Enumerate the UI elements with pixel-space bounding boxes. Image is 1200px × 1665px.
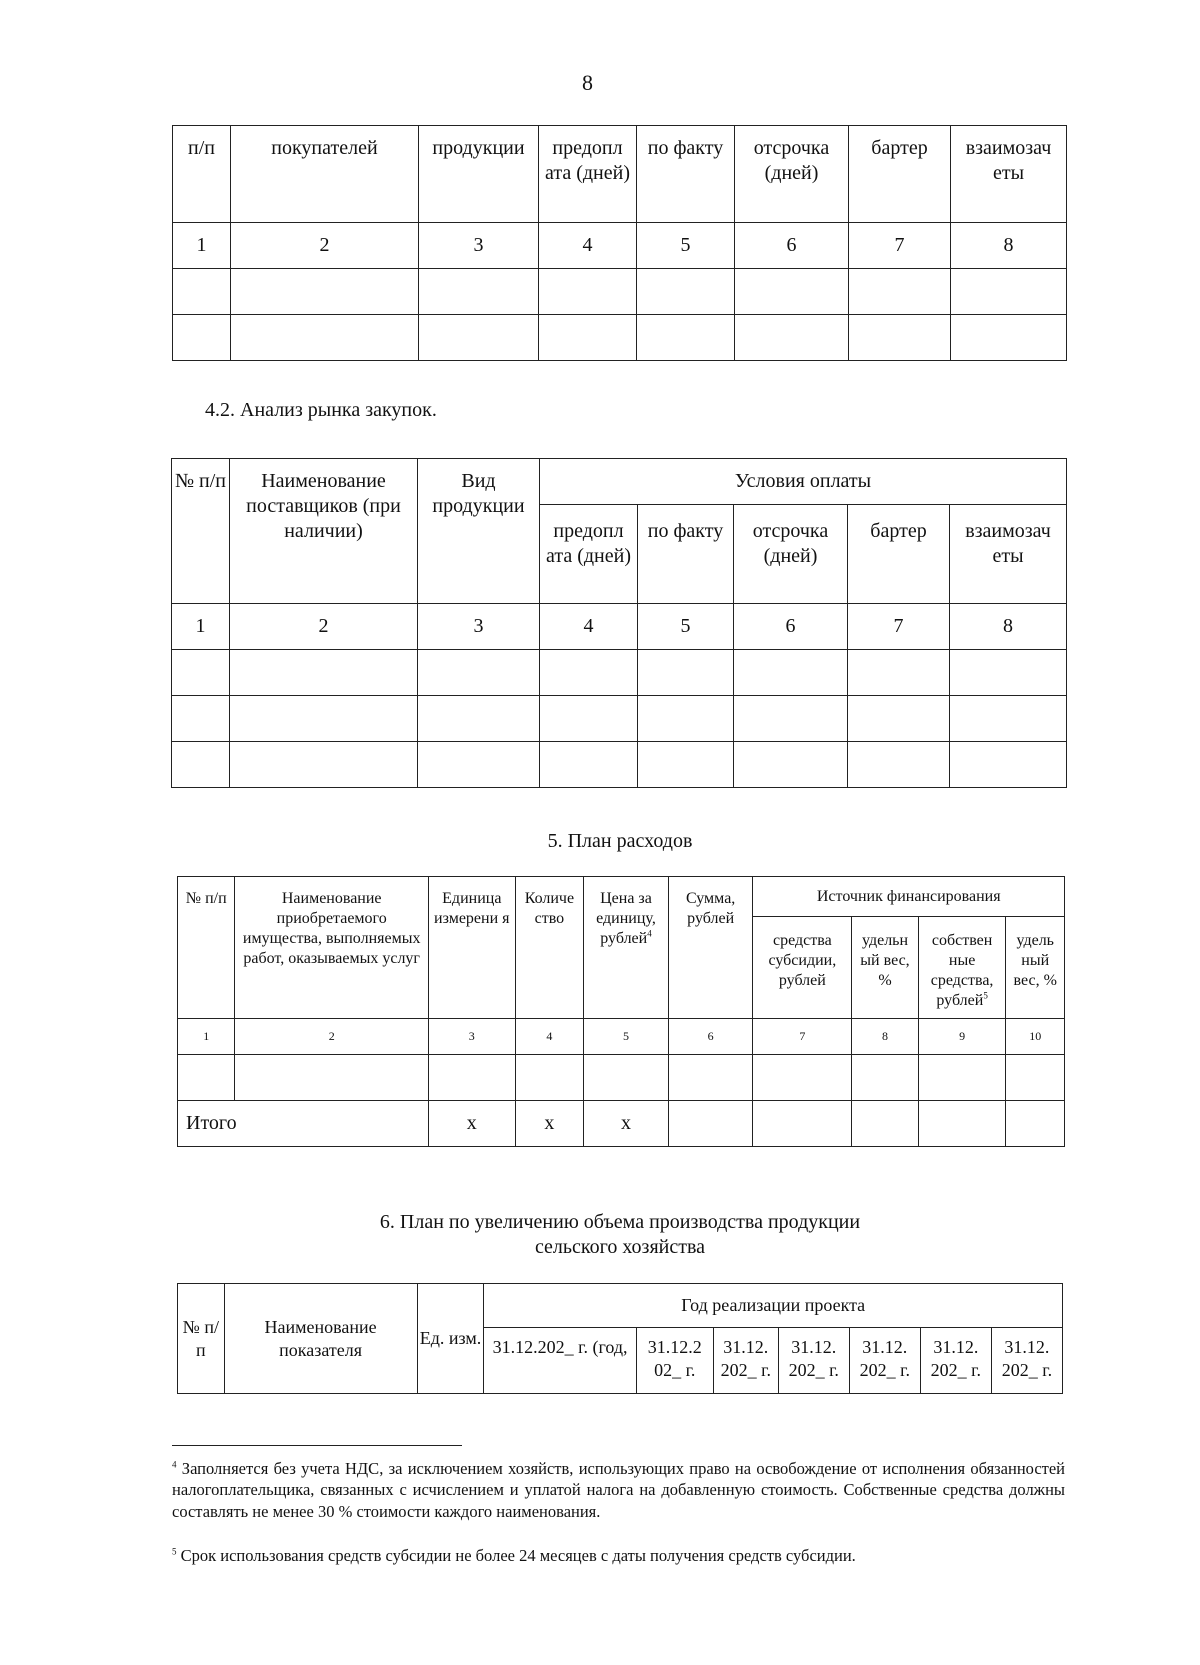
table-row	[178, 1055, 1065, 1101]
x-mark: х	[584, 1101, 669, 1147]
number-cell: 4	[540, 604, 638, 650]
funding-source-header: Источник финансирования	[753, 877, 1065, 917]
header-cell: средства субсидии, рублей	[753, 917, 852, 1019]
header-cell	[918, 917, 1006, 1019]
number-cell: 5	[638, 604, 734, 650]
x-mark: х	[515, 1101, 584, 1147]
total-label: Итого	[178, 1101, 429, 1147]
header-cell: удель ный вес, %	[1006, 917, 1065, 1019]
header-cell: № п/п	[178, 1284, 225, 1394]
number-cell: 2	[231, 223, 419, 269]
header-cell: Наименование показателя	[224, 1284, 417, 1394]
table-row	[173, 315, 1067, 361]
year-cell: 31.12. 202_ г.	[713, 1328, 778, 1394]
year-header: Год реализации проекта	[484, 1284, 1063, 1328]
header-cell: отсрочка (дней)	[734, 505, 848, 604]
number-cell: 6	[734, 604, 848, 650]
production-plan-table	[177, 1283, 1063, 1394]
year-cell: 31.12. 202_ г.	[849, 1328, 920, 1394]
header-cell: № п/п	[172, 459, 230, 604]
number-cell: 7	[848, 604, 950, 650]
number-cell: 6	[735, 223, 849, 269]
number-cell: 10	[1006, 1019, 1065, 1055]
table-row	[172, 742, 1067, 788]
total-row	[178, 1101, 1065, 1147]
footnote-5	[172, 1545, 1065, 1566]
header-cell: взаимозач еты	[951, 126, 1067, 223]
number-cell: 3	[418, 604, 540, 650]
header-cell: п/п	[173, 126, 231, 223]
year-cell: 31.12. 202_ г.	[920, 1328, 991, 1394]
x-mark: х	[428, 1101, 515, 1147]
header-cell: бартер	[849, 126, 951, 223]
table-row	[173, 269, 1067, 315]
footnote-text: Срок использования средств субсидии не более 24 месяцев с даты получения средств субсидии.	[180, 1546, 856, 1565]
header-text: Цена за единицу, рублей	[596, 890, 656, 947]
number-cell: 8	[951, 223, 1067, 269]
section-heading-6-line2: сельского хозяйства	[534, 1236, 706, 1258]
header-cell: предопл ата (дней)	[540, 505, 638, 604]
number-cell: 1	[172, 604, 230, 650]
number-cell: 4	[539, 223, 637, 269]
header-cell: Ед. изм.	[417, 1284, 484, 1394]
header-cell: № п/п	[178, 877, 235, 1019]
number-cell: 4	[515, 1019, 584, 1055]
number-cell: 9	[918, 1019, 1006, 1055]
header-cell: Количе ство	[515, 877, 584, 1019]
header-cell: Наименование приобретаемого имущества, выполняемых работ, оказываемых услуг	[235, 877, 429, 1019]
year-cell: 31.12. 202_ г.	[991, 1328, 1062, 1394]
number-cell: 7	[849, 223, 951, 269]
footnote-number: 5	[172, 1546, 177, 1557]
suppliers-table	[171, 458, 1067, 788]
expense-plan-table	[177, 876, 1065, 1147]
header-cell: удельн ый вес, %	[852, 917, 919, 1019]
header-cell: взаимозач еты	[950, 505, 1067, 604]
header-cell: Наименование поставщиков (при наличии)	[230, 459, 418, 604]
year-cell: 31.12.2 02_ г.	[636, 1328, 713, 1394]
header-cell: по факту	[637, 126, 735, 223]
footnote-number: 4	[172, 1459, 177, 1470]
number-cell: 5	[584, 1019, 669, 1055]
number-cell: 3	[419, 223, 539, 269]
year-cell: 31.12.202_ г. (год,	[484, 1328, 636, 1394]
footnote-4	[172, 1458, 1065, 1522]
section-heading-6	[0, 1210, 1200, 1260]
footnote-text: Заполняется без учета НДС, за исключением хозяйств, использующих право на освобождение от исполнения обязанностей налогоплательщика, связанных с исчислением и уплатой налога на добавленную стоимость. Собственные средства должны составлять не менее 30 % стоимости каждого наименования.	[172, 1459, 1066, 1521]
page-number: 8	[582, 70, 593, 95]
number-cell: 7	[753, 1019, 852, 1055]
section-heading-4-2: 4.2. Анализ рынка закупок.	[205, 399, 437, 421]
number-cell: 2	[235, 1019, 429, 1055]
footnote-ref: 5	[983, 990, 988, 1001]
number-cell: 6	[668, 1019, 753, 1055]
section-heading-5: 5. План расходов	[547, 830, 693, 852]
number-cell: 3	[428, 1019, 515, 1055]
number-cell: 1	[173, 223, 231, 269]
number-cell: 1	[178, 1019, 235, 1055]
section-heading-6-line1: 6. План по увеличению объема производства продукции	[379, 1211, 861, 1233]
table-row	[172, 650, 1067, 696]
number-cell: 8	[852, 1019, 919, 1055]
header-cell: отсрочка (дней)	[735, 126, 849, 223]
buyers-table	[172, 125, 1067, 361]
number-cell: 8	[950, 604, 1067, 650]
footnote-ref: 4	[647, 928, 652, 939]
number-cell: 2	[230, 604, 418, 650]
header-cell: бартер	[848, 505, 950, 604]
footnote-separator	[172, 1445, 462, 1446]
header-cell	[584, 877, 669, 1019]
header-cell: Единица измерени я	[428, 877, 515, 1019]
payment-terms-header: Условия оплаты	[540, 459, 1067, 505]
header-cell: Вид продукции	[418, 459, 540, 604]
number-cell: 5	[637, 223, 735, 269]
header-cell: Сумма, рублей	[668, 877, 753, 1019]
header-text: собствен ные средства, рублей	[930, 932, 994, 1009]
header-cell: по факту	[638, 505, 734, 604]
header-cell: продукции	[419, 126, 539, 223]
header-cell: предопл ата (дней)	[539, 126, 637, 223]
header-cell: покупателей	[231, 126, 419, 223]
table-row	[172, 696, 1067, 742]
year-cell: 31.12. 202_ г.	[778, 1328, 849, 1394]
